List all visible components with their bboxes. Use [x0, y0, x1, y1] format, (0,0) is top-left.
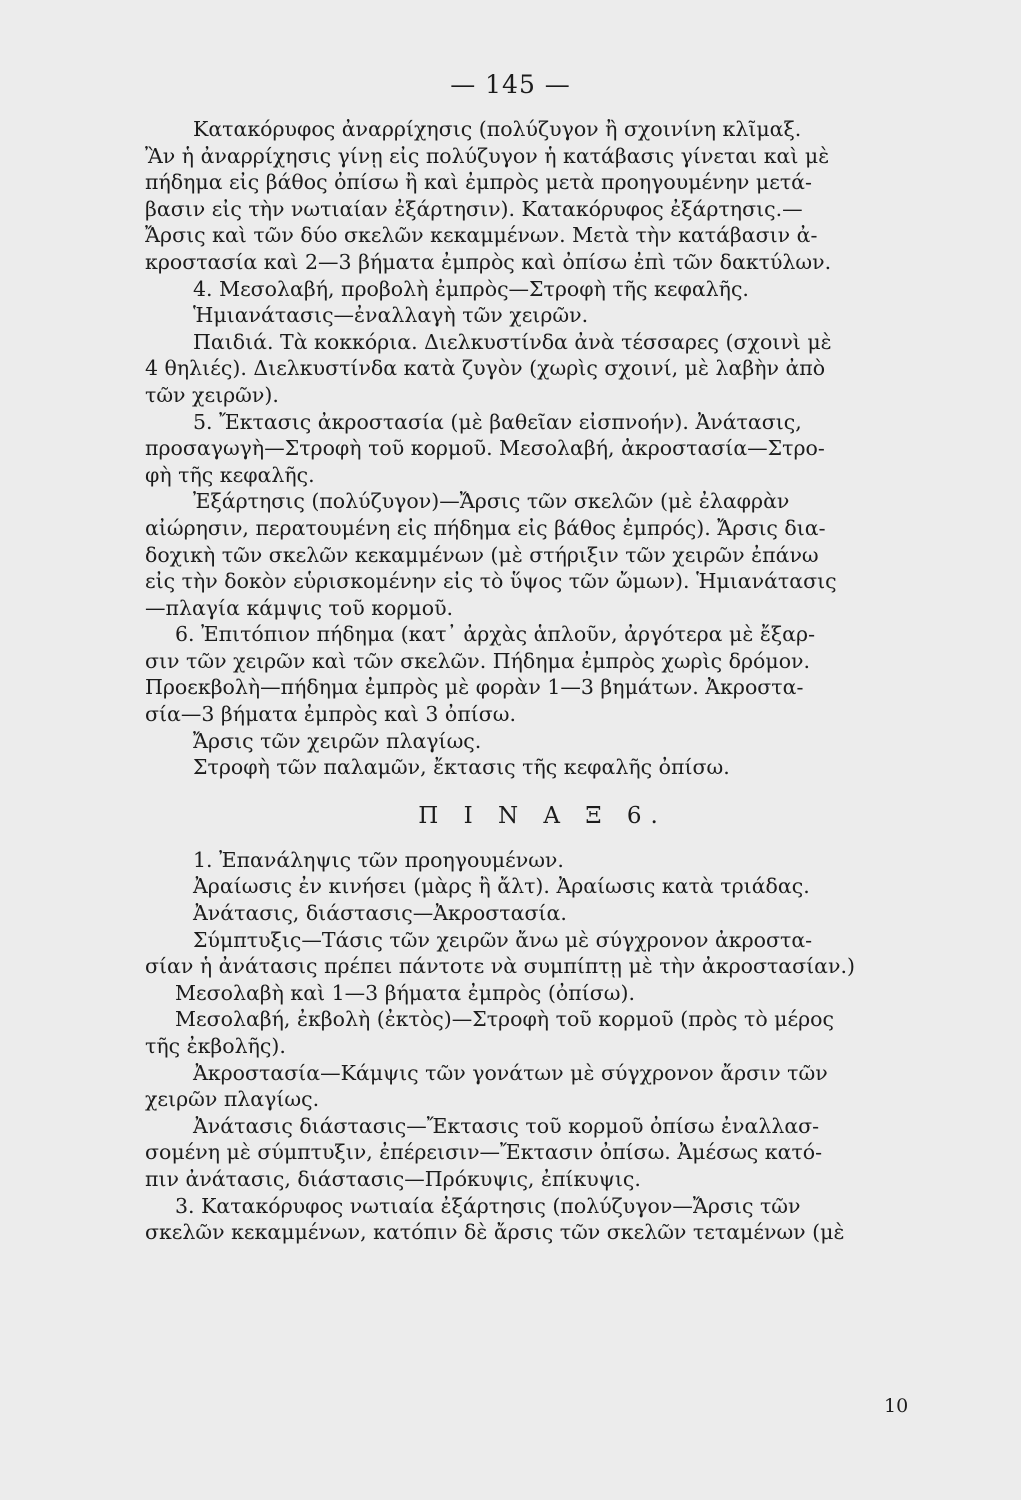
text-line: χειρῶν πλαγίως.	[145, 1087, 320, 1112]
text-line: φὴ τῆς κεφαλῆς.	[145, 462, 315, 487]
text-line: εἰς τὴν δοκὸν εὑρισκομένην εἰς τὸ ὕψος τῶν ὤμων). Ἡμιανάτασις	[145, 569, 837, 594]
page-number: — 145 —	[450, 70, 571, 99]
text-line: 4 θηλιές). Διελκυστίνδα κατὰ ζυγὸν (χωρὶς σχοινί, μὲ λαβὴν ἀπὸ	[145, 356, 826, 381]
text-line: τῆς ἐκβολῆς).	[145, 1034, 286, 1058]
text-line: Ἀραίωσις ἐν κινήσει (μὰρς ἢ ἄλτ). Ἀραίωσις κατὰ τριάδας.	[193, 874, 810, 899]
text-line: τῶν χειρῶν).	[145, 382, 279, 407]
signature-mark: 10	[884, 1395, 909, 1417]
text-line: Κατακόρυφος ἀναρρίχησις (πολύζυγον ἢ σχοινίνη κλῖμαξ.	[193, 117, 802, 141]
text-line: κροστασία καὶ 2—3 βήματα ἐμπρὸς καὶ ὀπίσω ἐπὶ τῶν δακτύλων.	[145, 249, 832, 274]
text-line: αἰώρησιν, περατουμένη εἰς πήδημα εἰς βάθος ἐμπρός). Ἄρσις δια-	[145, 515, 826, 540]
text-line: σομένη μὲ σύμπτυξιν, ἐπέρεισιν—Ἔκτασιν ὀπίσω. Ἀμέσως κατό-	[145, 1140, 823, 1165]
table-heading: Π Ι Ν Α Ξ 6.	[418, 802, 667, 829]
text-line: πήδημα εἰς βάθος ὀπίσω ἢ καὶ ἐμπρὸς μετὰ προηγουμένην μετά-	[145, 170, 812, 195]
text-line: Μεσολαβή, ἐκβολὴ (ἐκτὸς)—Στροφὴ τοῦ κορμοῦ (πρὸς τὸ μέρος	[175, 1007, 834, 1032]
text-line: Ἐξάρτησις (πολύζυγον)—Ἄρσις τῶν σκελῶν (μὲ ἐλαφρὰν	[193, 489, 790, 514]
text-line: σιν τῶν χειρῶν καὶ τῶν σκελῶν. Πήδημα ἐμπρὸς χωρὶς δρόμον.	[145, 648, 811, 673]
text-line: 3. Κατακόρυφος νωτιαία ἐξάρτησις (πολύζυγον—Ἄρσις τῶν	[175, 1193, 801, 1218]
text-line: Ἀνάτασις, διάστασις—Ἀκροστασία.	[193, 901, 567, 926]
text-line: προσαγωγὴ—Στροφὴ τοῦ κορμοῦ. Μεσολαβή, ἀκροστασία—Στρο-	[145, 436, 825, 461]
text-line: δοχικὴ τῶν σκελῶν κεκαμμένων (μὲ στήριξιν τῶν χειρῶν ἐπάνω	[145, 542, 819, 567]
text-line: 4. Μεσολαβή, προβολὴ ἐμπρὸς—Στροφὴ τῆς κεφαλῆς.	[193, 276, 749, 301]
text-line: Στροφὴ τῶν παλαμῶν, ἔκτασις τῆς κεφαλῆς ὀπίσω.	[193, 755, 730, 780]
text-line: Ἄρσις καὶ τῶν δύο σκελῶν κεκαμμένων. Μετὰ τὴν κατάβασιν ἀ-	[145, 223, 818, 248]
text-line: πιν ἀνάτασις, διάστασις—Πρόκυψις, ἐπίκυψις.	[145, 1166, 641, 1191]
text-line: Ἡμιανάτασις—ἐναλλαγὴ τῶν χειρῶν.	[193, 303, 589, 328]
text-line: 1. Ἐπανάληψις τῶν προηγουμένων.	[193, 847, 564, 872]
text-line: βασιν εἰς τὴν νωτιαίαν ἐξάρτησιν). Κατακόρυφος ἐξάρτησις.—	[145, 196, 803, 221]
text-line: σία—3 βήματα ἐμπρὸς καὶ 3 ὀπίσω.	[145, 702, 516, 727]
text-line: Ἀνάτασις διάστασις—Ἔκτασις τοῦ κορμοῦ ὀπίσω ἐναλλασ-	[193, 1113, 820, 1138]
text-line: σίαν ἡ ἀνάτασις πρέπει πάντοτε νὰ συμπίπτῃ μὲ τὴν ἀκροστασίαν.)	[145, 954, 855, 979]
text-line: Ἂν ἡ ἀναρρίχησις γίνῃ εἰς πολύζυγον ἡ κατάβασις γίνεται καὶ μὲ	[145, 143, 830, 168]
text-line: Ἀκροστασία—Κάμψις τῶν γονάτων μὲ σύγχρονον ἄρσιν τῶν	[193, 1060, 828, 1085]
text-line: 6. Ἐπιτόπιον πήδημα (κατ᾽ ἀρχὰς ἁπλοῦν, ἀργότερα μὲ ἔξαρ-	[175, 622, 815, 647]
text-line: —πλαγία κάμψις τοῦ κορμοῦ.	[145, 595, 454, 620]
text-line: Προεκβολὴ—πήδημα ἐμπρὸς μὲ φορὰν 1—3 βημάτων. Ἀκροστα-	[145, 675, 804, 700]
text-line: Παιδιά. Τὰ κοκκόρια. Διελκυστίνδα ἀνὰ τέσσαρες (σχοινὶ μὲ	[193, 329, 832, 354]
text-line: Σύμπτυξις—Τάσις τῶν χειρῶν ἄνω μὲ σύγχρονον ἀκροστα-	[193, 927, 813, 952]
text-line: Ἄρσις τῶν χειρῶν πλαγίως.	[193, 728, 482, 753]
text-line: Μεσολαβὴ καὶ 1—3 βήματα ἐμπρὸς (ὀπίσω).	[175, 980, 636, 1005]
text-line: σκελῶν κεκαμμένων, κατόπιν δὲ ἄρσις τῶν σκελῶν τεταμένων (μὲ	[145, 1220, 845, 1245]
text-line: 5. Ἔκτασις ἀκροστασία (μὲ βαθεῖαν εἰσπνοήν). Ἀνάτασις,	[193, 409, 802, 434]
body-text	[145, 116, 940, 1246]
